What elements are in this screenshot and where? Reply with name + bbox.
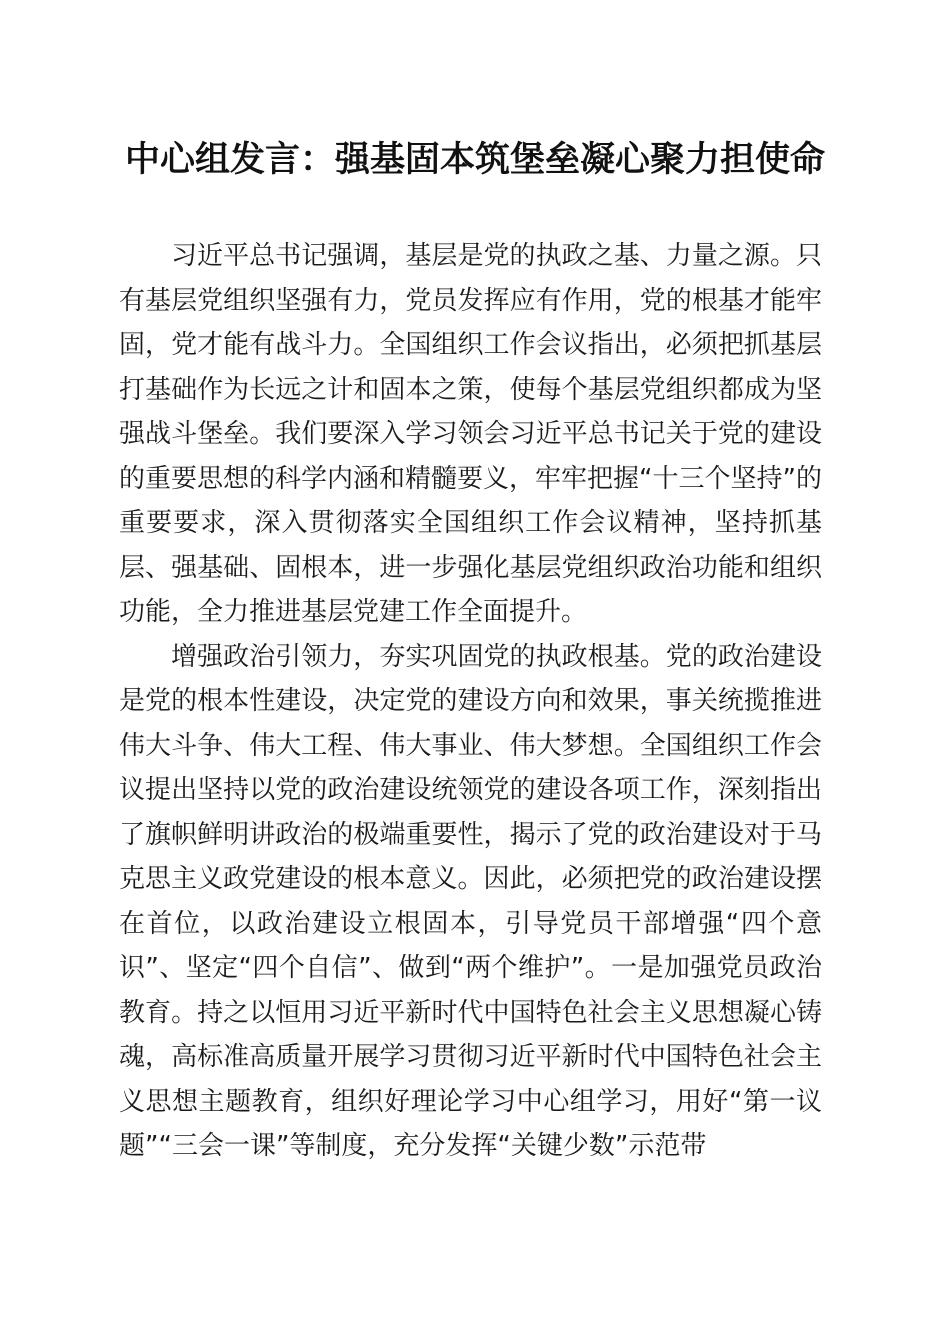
paragraph-2: 增强政治引领力，夯实巩固党的执政根基。党的政治建设是党的根本性建设，决定党的建设方向和效果，事关统揽推进伟大斗争、伟大工程、伟大事业、伟大梦想。全国组织工作会议提出坚持以党的政治建设统领党的建设各项工作，深刻指出了旗帜鲜明讲政治的极端重要性，揭示了党的政治建设对于马克思主义政党建设的根本意义。因此，必须把党的政治建设摆在首位，以政治建设立根固本，引导党员干部增强“四个意识”、坚定“四个自信”、做到“两个维护”。一是加强党员政治教育。持之以恒用习近平新时代中国特色社会主义思想凝心铸魂，高标准高质量开展学习贯彻习近平新时代中国特色社会主义思想主题教育，组织好理论学习中心组学习，用好“第一议题”“三会一课”等制度，充分发挥“关键少数”示范带 bbox=[119, 641, 822, 1161]
document-body bbox=[119, 234, 822, 1169]
document-title: 中心组发言：强基固本筑堡垒凝心聚力担使命 bbox=[124, 139, 825, 180]
paragraph-1: 习近平总书记强调，基层是党的执政之基、力量之源。只有基层党组织坚强有力，党员发挥应有作用，党的根基才能牢固，党才能有战斗力。全国组织工作会议指出，必须把抓基层打基础作为长远之计和固本之策，使每个基层党组织都成为坚强战斗堡垒。我们要深入学习领会习近平总书记关于党的建设的重要思想的科学内涵和精髓要义，牢牢把握“十三个坚持”的重要要求，深入贯彻落实全国组织工作会议精神，坚持抓基层、强基础、固根本，进一步强化基层党组织政治功能和组织功能，全力推进基层党建工作全面提升。 bbox=[119, 241, 822, 627]
